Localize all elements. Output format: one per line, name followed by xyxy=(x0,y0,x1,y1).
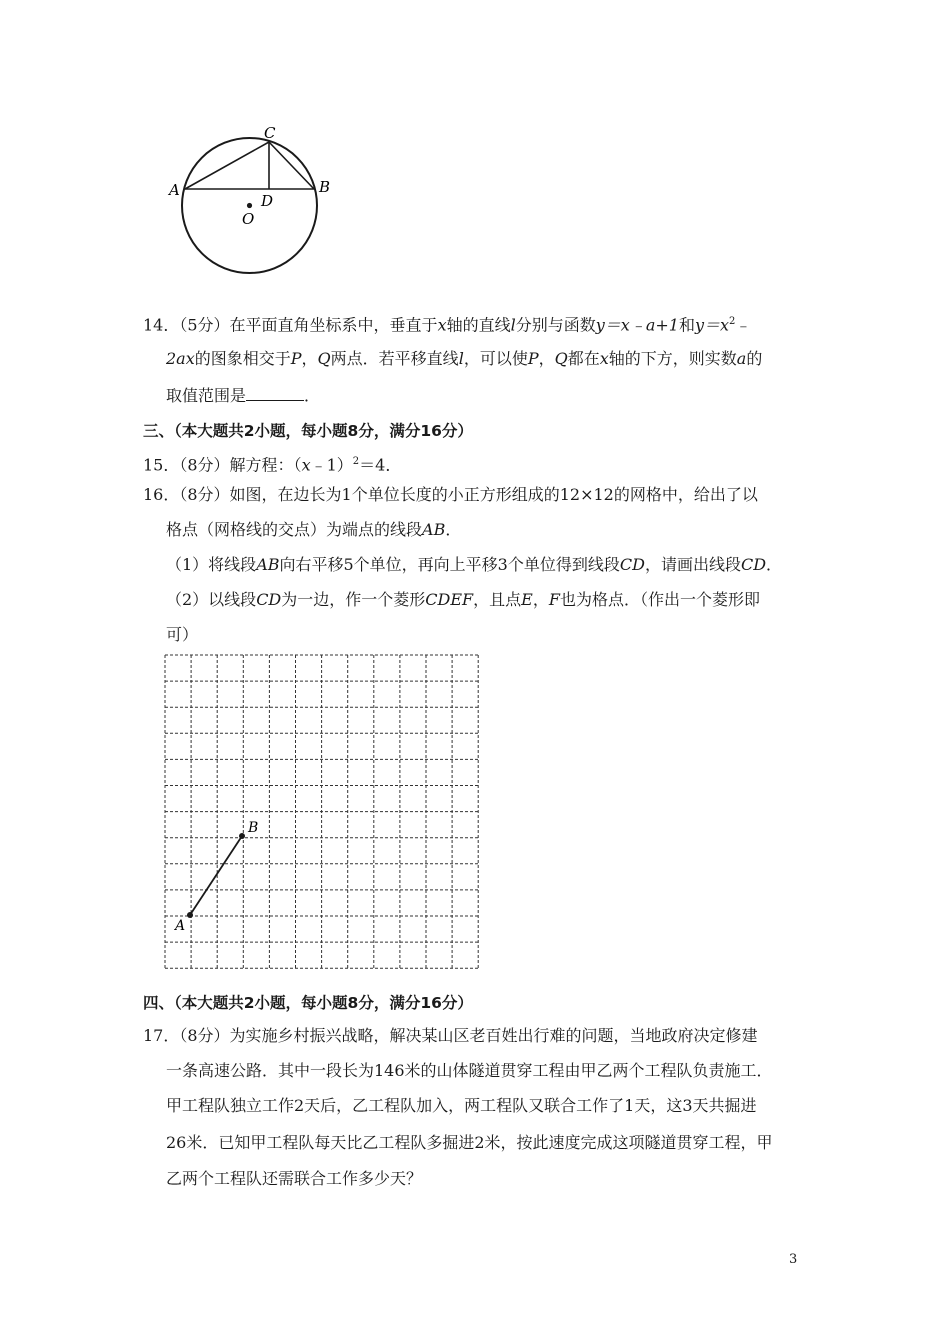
q14-text: 两点．若平移直线 xyxy=(330,349,459,368)
answer-blank[interactable] xyxy=(246,386,304,401)
section-3-heading: 三、（本大题共2小题，每小题8分，满分16分） xyxy=(143,422,473,440)
q16-text: （2）以线段 xyxy=(166,590,257,609)
q16-text: 可） xyxy=(166,625,199,644)
q14-text: 轴的直线 xyxy=(446,315,511,335)
function-2-cont: 2ax xyxy=(166,349,195,368)
q14-line-3 xyxy=(166,386,320,406)
q16-text: （8分）如图，在边长为1个单位长度的小正方形组成的12×12的网格中，给出了以 xyxy=(179,485,758,504)
function-2: y＝x xyxy=(694,315,730,335)
center-point-o xyxy=(247,203,252,208)
var-cdef: CDEF xyxy=(425,590,474,609)
var-a: a xyxy=(736,349,747,368)
q14-text: ， xyxy=(301,349,318,368)
q17-line-2: 一条高速公路．其中一段长为146米的山体隧道贯穿工程由甲乙两个工程队负责施工． xyxy=(166,1061,773,1080)
q17-number: 17． xyxy=(143,1026,180,1045)
label-d: D xyxy=(261,192,274,210)
q14-text: 的 xyxy=(746,349,763,368)
segment-ac xyxy=(185,142,269,189)
q15-number: 15． xyxy=(143,455,180,475)
label-o: O xyxy=(242,210,255,228)
label-a: A xyxy=(169,181,180,199)
q17-line-4: 26米．已知甲工程队每天比乙工程队多掘进2米，按此速度完成这项隧道贯穿工程，甲 xyxy=(166,1133,773,1152)
q16-text: 向右平移5个单位，再向上平移3个单位得到线段 xyxy=(279,555,620,574)
point-a xyxy=(187,912,193,918)
q15-text: （8分）解方程：（ xyxy=(179,455,302,475)
q14-text: （5分）在平面直角坐标系中，垂直于 xyxy=(179,315,438,335)
q14-text: 都在 xyxy=(567,349,600,368)
var-l: l xyxy=(458,349,464,368)
q14-line-2 xyxy=(166,349,762,369)
var-p: P xyxy=(290,349,302,368)
var-q: Q xyxy=(317,349,331,368)
q15-line xyxy=(143,452,401,475)
label-b: B xyxy=(248,820,259,836)
q16-text: ，且点 xyxy=(473,590,522,609)
q16-part-2 xyxy=(166,590,760,610)
q14-text: 取值范围是 xyxy=(166,386,247,405)
q16-text: ， xyxy=(532,590,549,609)
var-x: x xyxy=(301,455,311,475)
q14-text: ， xyxy=(538,349,555,368)
section-4-heading: 四、（本大题共2小题，每小题8分，满分16分） xyxy=(143,994,473,1012)
q14-text: ． xyxy=(304,386,321,405)
q14-number: 14． xyxy=(143,315,180,335)
exponent: 2 xyxy=(352,456,360,467)
q16-line-2 xyxy=(166,520,461,540)
q17-line-1 xyxy=(143,1026,758,1046)
q16-line-1 xyxy=(143,485,758,505)
var-f: F xyxy=(548,590,560,609)
q17-line-3: 甲工程队独立工作2天后，乙工程队加入，两工程队又联合工作了1天，这3天共掘进 xyxy=(166,1096,757,1115)
point-b xyxy=(239,833,245,839)
circle-figure xyxy=(160,120,360,290)
grid-lines xyxy=(165,655,478,968)
grid-figure xyxy=(160,650,482,972)
var-x: x xyxy=(599,349,609,368)
q14-text: ﹣ xyxy=(735,315,752,335)
q15-text: ﹣1） xyxy=(310,455,353,475)
segment-ab xyxy=(190,836,242,915)
q17-text: （8分）为实施乡村振兴战略，解决某山区老百姓出行难的问题，当地政府决定修建 xyxy=(179,1026,758,1045)
q17-line-5: 乙两个工程队还需联合工作多少天？ xyxy=(166,1169,423,1188)
q16-number: 16． xyxy=(143,485,180,504)
q16-text: 也为格点．（作出一个菱形即 xyxy=(559,590,760,609)
exponent: 2 xyxy=(729,316,736,327)
var-p: P xyxy=(527,349,539,368)
var-ab: AB xyxy=(422,520,446,539)
var-ab: AB xyxy=(256,555,280,574)
function-1: y＝x﹣a+1 xyxy=(595,315,679,335)
q16-text: ． xyxy=(445,520,462,539)
q14-text: 轴的下方，则实数 xyxy=(608,349,737,368)
q16-part-1 xyxy=(166,555,782,575)
var-cd: CD xyxy=(619,555,645,574)
q14-text: 分别与函数 xyxy=(515,315,596,335)
label-b: B xyxy=(319,178,331,196)
var-l: l xyxy=(510,315,516,335)
var-cd: CD xyxy=(256,590,282,609)
q16-text: ，请画出线段 xyxy=(644,555,741,574)
var-e: E xyxy=(521,590,533,609)
q14-text: ，可以使 xyxy=(463,349,528,368)
segment-bc xyxy=(269,142,314,189)
q15-text: ＝4． xyxy=(359,455,402,475)
var-q: Q xyxy=(554,349,568,368)
q16-text: 格点（网格线的交点）为端点的线段 xyxy=(166,520,423,539)
var-x: x xyxy=(437,315,447,335)
q14-text: 的图象相交于 xyxy=(194,349,291,368)
q14-text: 和 xyxy=(678,315,695,335)
q16-part-2-cont xyxy=(166,625,198,645)
page-number: 3 xyxy=(789,1252,798,1267)
var-cd: CD xyxy=(740,555,767,574)
label-c: C xyxy=(264,124,276,142)
q14-line-1 xyxy=(143,312,751,335)
q16-text: ． xyxy=(766,555,783,574)
label-a: A xyxy=(175,918,186,934)
q16-text: 为一边，作一个菱形 xyxy=(281,590,426,609)
q16-text: （1）将线段 xyxy=(166,555,257,574)
